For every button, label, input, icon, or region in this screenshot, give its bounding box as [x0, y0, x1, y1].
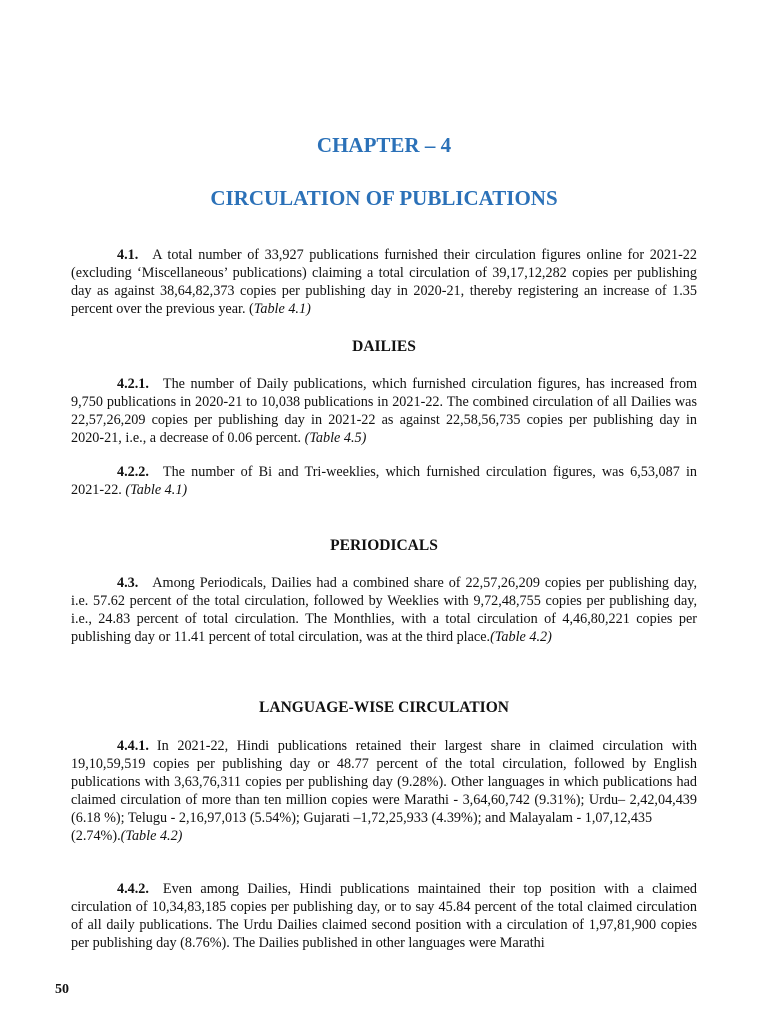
table-reference: (Table 4.5) [304, 430, 367, 447]
paragraph-text: Even among Dailies, Hindi publications maintained their top position with a claimed circulation of 10,34,83,185 copies per publishing day, or to say 45.84 percent of the total claimed circulation of all daily publications. The Urdu Dailies claimed second position with a circulation of 1,97,81,900 copies per publishing day (8.76%). The Dailies published in other languages were Marathi [71, 881, 697, 952]
paragraph-tail [71, 827, 697, 845]
section-heading-dailies: DAILIES [352, 338, 416, 355]
paragraph-number: 4.3. [117, 575, 139, 591]
paragraph-text: The number of Bi and Tri-weeklies, which furnished circulation figures, was 6,53,087 in 2021-22. [71, 464, 697, 499]
chapter-number: CHAPTER – 4 [316, 133, 452, 157]
table-reference: (Table 4.1) [125, 482, 188, 499]
paragraph-4-4-2 [71, 880, 697, 952]
paragraph-4-2-2 [71, 463, 697, 499]
paragraph-4-1 [71, 246, 697, 318]
paragraph-number: 4.1. [117, 247, 139, 263]
page-number: 50 [55, 982, 69, 997]
paragraph-4-2-1 [71, 375, 697, 447]
chapter-title: CIRCULATION OF PUBLICATIONS [210, 186, 558, 210]
table-reference: Table 4.1) [253, 301, 311, 318]
paragraph-text: In 2021-22, Hindi publications retained their largest share in claimed circulation with 19,10,59,519 copies per publishing day or 48.77 percent of the total circulation, followed by English publications with 3,63,76,311 copies per publishing day (9.28%). Other languages in which publications had claimed circulation of more than ten million copies were Marathi - 3,64,60,742 (9.31%); Urdu– 2,42,04,439 (6.18 %); Telugu - 2,16,97,013 (5.54%); Gujarati –1,72,25,933 (4.39%); and Malayalam - 1,07,12,435 [71, 738, 697, 827]
paragraph-4-3 [71, 574, 697, 646]
paragraph-4-4-1 [71, 737, 697, 846]
paragraph-text: A total number of 33,927 publications furnished their circulation figures online for 2021-22 (excluding ‘Miscellaneous’ publications) claiming a total circulation of 39,17,12,282 copies per publishing day as against 38,64,82,373 copies per publishing day in 2020-21, thereby registering an increase of 1.35 percent over the previous year. ( [71, 247, 697, 318]
percentage-text: (2.74%). [71, 828, 121, 845]
table-reference: (Table 4.2) [120, 828, 183, 845]
table-reference: (Table 4.2) [490, 629, 552, 646]
paragraph-number: 4.4.2. [117, 881, 149, 897]
section-heading-language-wise: LANGUAGE-WISE CIRCULATION [259, 699, 509, 716]
paragraph-number: 4.4.1. [117, 738, 149, 754]
paragraph-text: The number of Daily publications, which furnished circulation figures, has increased from 9,750 publications in 2020-21 to 10,038 publications in 2021-22. The combined circulation of all Dailies was 22,57,26,209 copies per publishing day in 2021-22 as against 22,58,56,735 copies per publishing day in 2020-21, i.e., a decrease of 0.06 percent. [71, 376, 697, 447]
section-heading-periodicals: PERIODICALS [330, 537, 438, 554]
paragraph-number: 4.2.1. [117, 376, 149, 392]
paragraph-number: 4.2.2. [117, 464, 149, 480]
paragraph-text: Among Periodicals, Dailies had a combined share of 22,57,26,209 copies per publishing day, i.e. 57.62 percent of the total circulation, followed by Weeklies with 9,72,48,755 copies per publishing day, i.e., 24.83 percent of total circulation. The Monthlies, with a total circulation of 4,46,80,221 copies per publishing day or 11.41 percent of total circulation, was at the third place. [71, 575, 697, 646]
